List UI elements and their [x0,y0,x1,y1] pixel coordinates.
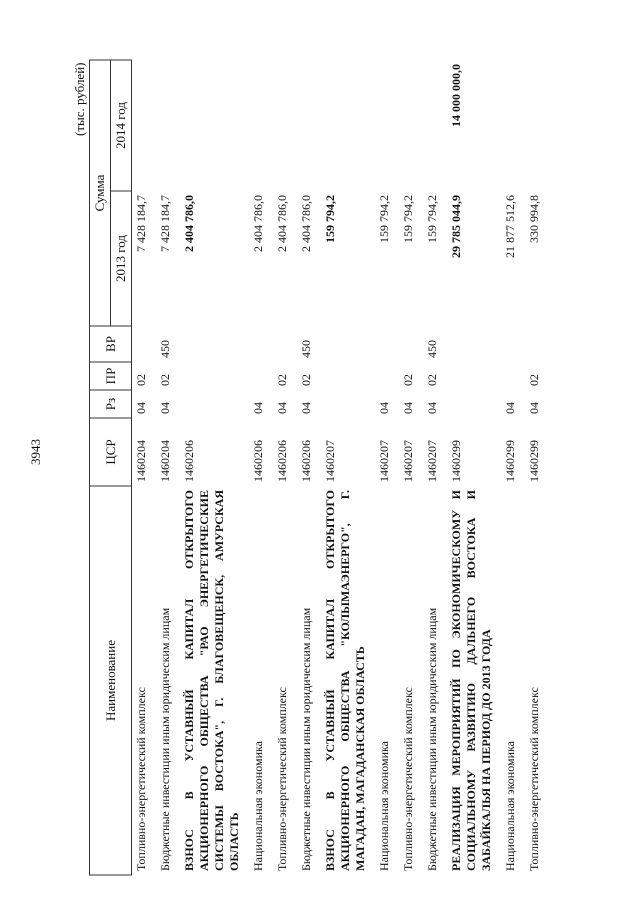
table-body [132,60,545,875]
row-csr: 1460207 [323,440,337,482]
row-vr [132,326,152,362]
row-name: Национальная экономика [251,741,265,871]
row-csr: 1460207 [377,440,391,482]
row-csr: 1460207 [425,440,439,482]
row-amount-2013: 7 428 184,7 [158,195,172,252]
header-pr: ПР [90,362,132,390]
row-vr [268,326,292,362]
row-pr: 02 [299,374,313,386]
row-amount-2014 [394,60,418,191]
row-name: Бюджетные инвестиции иным юридическим лицам [158,607,172,871]
row-rz [316,390,370,418]
row-amount-2013: 2 404 786,0 [182,195,196,252]
row-name: ВЗНОС В УСТАВНЫЙ КАПИТАЛ ОТКРЫТОГО АКЦИОНЕРНОГО ОБЩЕСТВА "КОЛЫМАЭНЕРГО", Г. МАГАДАН, МАГАДАНСКАЯ ОБЛАСТЬ [323,490,367,871]
table-row [151,60,175,875]
row-pr [175,362,244,390]
row-rz: 04 [503,402,517,414]
row-pr: 02 [425,374,439,386]
row-amount-2014 [151,60,175,191]
row-vr [520,326,544,362]
row-vr [175,326,244,362]
budget-table [89,60,544,876]
row-amount-2014 [292,60,316,191]
row-rz [442,390,496,418]
table-row [394,60,418,875]
row-amount-2014 [175,60,244,191]
row-name: Топливно-энергетический комплекс [275,687,289,871]
row-name: Топливно-энергетический комплекс [401,687,415,871]
table-row [418,60,442,875]
row-pr: 02 [527,374,541,386]
row-amount-2013: 330 994,8 [527,195,541,243]
table-row [244,60,268,875]
row-name: РЕАЛИЗАЦИЯ МЕРОПРИЯТИЙ ПО ЭКОНОМИЧЕСКОМУ И СОЦИАЛЬНОМУ РАЗВИТИЮ ДАЛЬНЕГО ВОСТОКА И ЗАБАЙКАЛЬЯ НА ПЕРИОД ДО 2013 ГОДА [449,490,493,871]
table-row [370,60,394,875]
table-row [132,60,152,875]
row-vr: 450 [425,340,439,358]
row-vr [442,326,496,362]
row-name: Топливно-энергетический комплекс [134,687,148,871]
row-pr: 02 [134,374,148,386]
row-csr: 1460299 [449,440,463,482]
row-csr: 1460206 [182,440,196,482]
table-header [90,60,132,875]
row-pr [316,362,370,390]
table-row [442,60,496,875]
row-amount-2014 [418,60,442,191]
row-rz: 04 [527,402,541,414]
row-vr [394,326,418,362]
row-name: Бюджетные инвестиции иным юридическим лицам [299,607,313,871]
row-amount-2013: 159 794,2 [377,195,391,243]
row-rz: 04 [377,402,391,414]
row-csr: 1460204 [158,440,172,482]
row-amount-2013: 2 404 786,0 [275,195,289,252]
table-row [316,60,370,875]
row-vr [496,326,520,362]
row-rz: 04 [425,402,439,414]
row-csr: 1460204 [134,440,148,482]
row-amount-2014 [496,60,520,191]
row-csr: 1460206 [299,440,313,482]
row-pr [442,362,496,390]
row-amount-2013: 29 785 044,9 [449,195,463,258]
row-amount-2014 [132,60,152,191]
row-csr: 1460206 [251,440,265,482]
header-name: Наименование [90,486,132,875]
row-rz: 04 [251,402,265,414]
table-row [496,60,520,875]
row-name: Бюджетные инвестиции иным юридическим лицам [425,607,439,871]
table-row [292,60,316,875]
row-amount-2014: 14 000 000,0 [449,64,463,127]
header-2014: 2014 год [111,60,132,191]
row-amount-2013: 7 428 184,7 [134,195,148,252]
header-rz: Рз [90,390,132,418]
row-pr: 02 [158,374,172,386]
row-vr: 450 [158,340,172,358]
row-amount-2013: 2 404 786,0 [251,195,265,252]
row-rz: 04 [299,402,313,414]
row-name: Национальная экономика [377,741,391,871]
row-amount-2014 [370,60,394,191]
row-pr: 02 [401,374,415,386]
header-2013: 2013 год [111,191,132,326]
row-csr: 1460206 [275,440,289,482]
table-row [268,60,292,875]
table-row [520,60,544,875]
units-label: (тыс. рублей) [72,62,87,137]
row-amount-2013: 2 404 786,0 [299,195,313,252]
header-csr: ЦСР [90,418,132,486]
row-vr [244,326,268,362]
row-pr [244,362,268,390]
row-vr [370,326,394,362]
row-amount-2014 [244,60,268,191]
row-pr: 02 [275,374,289,386]
row-amount-2014 [520,60,544,191]
row-name: ВЗНОС В УСТАВНЫЙ КАПИТАЛ ОТКРЫТОГО АКЦИОНЕРНОГО ОБЩЕСТВА "РАО ЭНЕРГЕТИЧЕСКИЕ СИСТЕМЫ ВОСТОКА", Г. БЛАГОВЕЩЕНСК, АМУРСКАЯ ОБЛАСТЬ [182,490,241,871]
row-name: Национальная экономика [503,741,517,871]
row-amount-2013: 21 877 512,6 [503,195,517,258]
row-amount-2014 [268,60,292,191]
row-csr: 1460207 [401,440,415,482]
row-rz: 04 [158,402,172,414]
row-amount-2013: 159 794,2 [401,195,415,243]
row-rz: 04 [401,402,415,414]
row-amount-2013: 159 794,2 [425,195,439,243]
table-row [175,60,244,875]
row-rz [175,390,244,418]
page-number: 3943 [28,439,43,465]
row-csr: 1460299 [503,440,517,482]
row-vr [316,326,370,362]
row-pr [370,362,394,390]
row-name: Топливно-энергетический комплекс [527,687,541,871]
row-vr: 450 [299,340,313,358]
rotated-page [70,61,570,876]
header-vr: ВР [90,326,132,362]
row-amount-2013: 159 794,2 [323,195,337,243]
row-pr [496,362,520,390]
row-rz: 04 [134,402,148,414]
row-amount-2014 [316,60,370,191]
row-csr: 1460299 [527,440,541,482]
row-rz: 04 [275,402,289,414]
header-sum: Сумма [90,60,111,326]
